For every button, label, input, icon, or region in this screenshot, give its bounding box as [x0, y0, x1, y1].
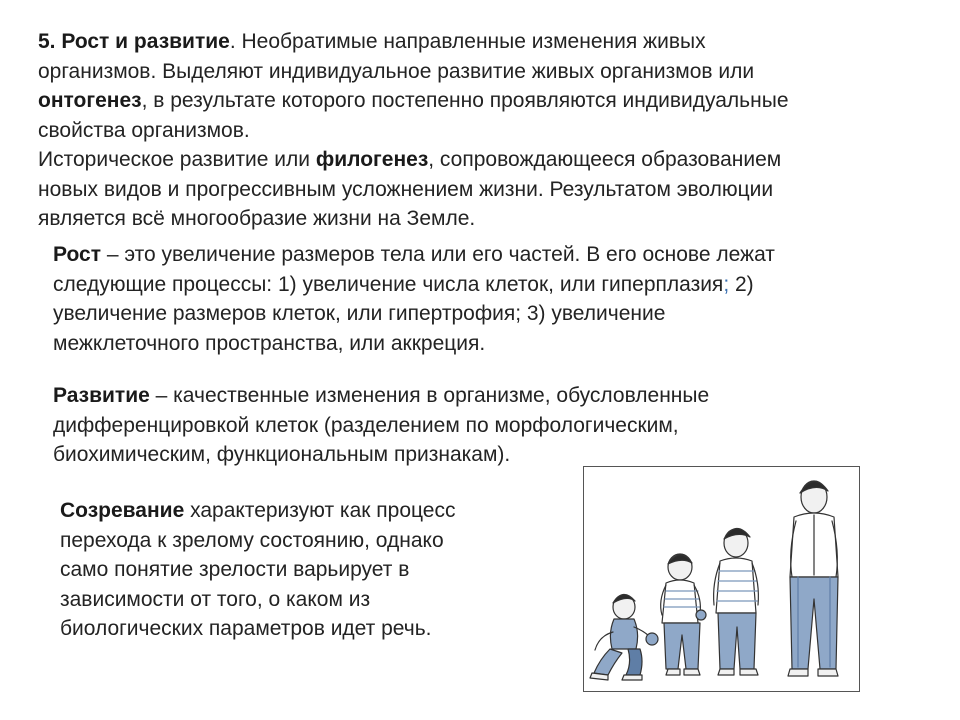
- maturation-paragraph: Созревание характеризуют как процесс перехода к зрелому состоянию, однако само понятие зрелости варьирует в зависимости от того, о каком из биологических параметров идет речь.: [60, 499, 456, 640]
- growth-stages-illustration-icon: [584, 467, 859, 691]
- section-heading: 5. Рост и развитие: [38, 30, 230, 53]
- term-development: Развитие: [53, 384, 150, 407]
- development-paragraph: Развитие – качественные изменения в организме, обусловленные дифференцировкой клеток (разделением по морфологическим, биохимическим, функциональным признакам).: [53, 384, 710, 466]
- term-phylogenesis: филогенез: [315, 148, 429, 171]
- term-growth: Рост: [53, 243, 101, 266]
- toddler-figure: [590, 594, 658, 680]
- child-figure: [661, 554, 706, 675]
- term-maturation: Созревание: [60, 499, 185, 522]
- boy-figure: [714, 528, 759, 675]
- growth-stages-figure: [583, 466, 860, 692]
- intro-paragraph: 5. Рост и развитие. Необратимые направленные изменения живых организмов. Выделяют индивидуальное развитие живых организмов или онтогенез, в результате которого постепенно проявляются индивидуальные свойства организмов. Историческое развитие или филогенез, сопровождающееся образованием новых видов и прогрессивным усложнением жизни. Результатом эволюции является всё многообразие жизни на Земле.: [38, 30, 789, 230]
- man-figure: [788, 481, 838, 676]
- growth-paragraph: Рост – это увеличение размеров тела или его частей. В его основе лежат следующие процессы: 1) увеличение числа клеток, или гиперплазия; 2) увеличение размеров клеток, или гипертрофия; 3) увеличение межклеточного пространства, или аккреция.: [53, 243, 775, 355]
- term-ontogenesis: онтогенез: [38, 89, 142, 112]
